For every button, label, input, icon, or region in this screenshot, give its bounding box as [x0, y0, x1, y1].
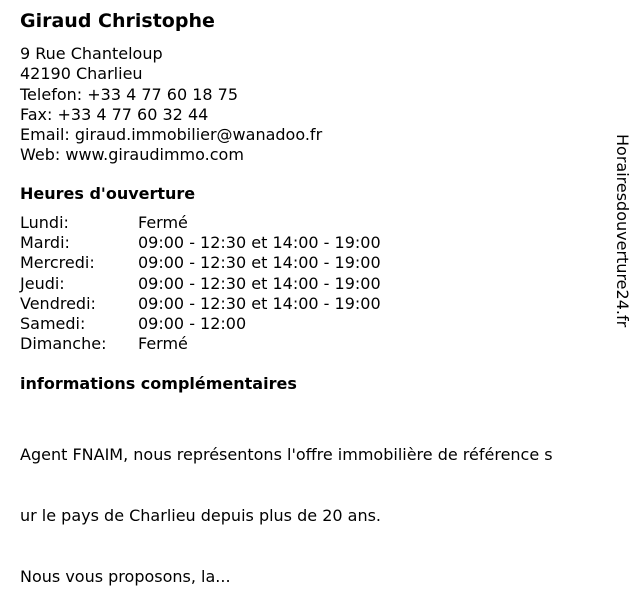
street-address: 9 Rue Chanteloup [20, 44, 163, 63]
website: Web: www.giraudimmo.com [20, 145, 244, 165]
info-heading: informations complémentaires [20, 374, 297, 393]
day-label: Samedi: [20, 314, 86, 334]
city-postal: 42190 Charlieu [20, 64, 143, 84]
hours-table [20, 213, 381, 354]
day-label: Jeudi: [20, 273, 65, 293]
hours-row-monday [20, 213, 381, 233]
hours-row-tuesday [20, 233, 381, 253]
day-label: Dimanche: [20, 334, 107, 354]
phone-number: Telefon: +33 4 77 60 18 75 [20, 84, 239, 104]
day-label: Mercredi: [20, 253, 95, 273]
info-description [20, 405, 610, 607]
day-hours: 09:00 - 12:30 et 14:00 - 19:00 [138, 273, 381, 293]
day-label: Mardi: [20, 233, 70, 253]
info-line: Agent FNAIM, nous représentons l'offre immobilière de référence s [20, 445, 553, 465]
fax-number: Fax: +33 4 77 60 32 44 [20, 104, 209, 124]
day-hours: 09:00 - 12:30 et 14:00 - 19:00 [138, 253, 381, 273]
info-line: Nous vous proposons, la... [20, 566, 231, 586]
day-label: Lundi: [20, 213, 69, 232]
site-watermark: Horairesdouverture24.fr [613, 134, 632, 328]
day-hours: 09:00 - 12:30 et 14:00 - 19:00 [138, 233, 381, 253]
hours-row-thursday [20, 274, 381, 294]
email-address: Email: giraud.immobilier@wanadoo.fr [20, 125, 323, 145]
contact-block [20, 44, 322, 166]
business-name: Giraud Christophe [20, 10, 215, 32]
day-hours: Fermé [138, 213, 188, 232]
hours-row-sunday [20, 334, 381, 354]
hours-heading: Heures d'ouverture [20, 184, 196, 203]
day-hours: 09:00 - 12:00 [138, 314, 247, 334]
hours-row-wednesday [20, 253, 381, 273]
day-hours: Fermé [138, 334, 188, 354]
hours-row-friday [20, 294, 381, 314]
day-hours: 09:00 - 12:30 et 14:00 - 19:00 [138, 293, 381, 313]
day-label: Vendredi: [20, 293, 96, 313]
hours-row-saturday [20, 314, 381, 334]
info-line: ur le pays de Charlieu depuis plus de 20 ans. [20, 506, 381, 526]
